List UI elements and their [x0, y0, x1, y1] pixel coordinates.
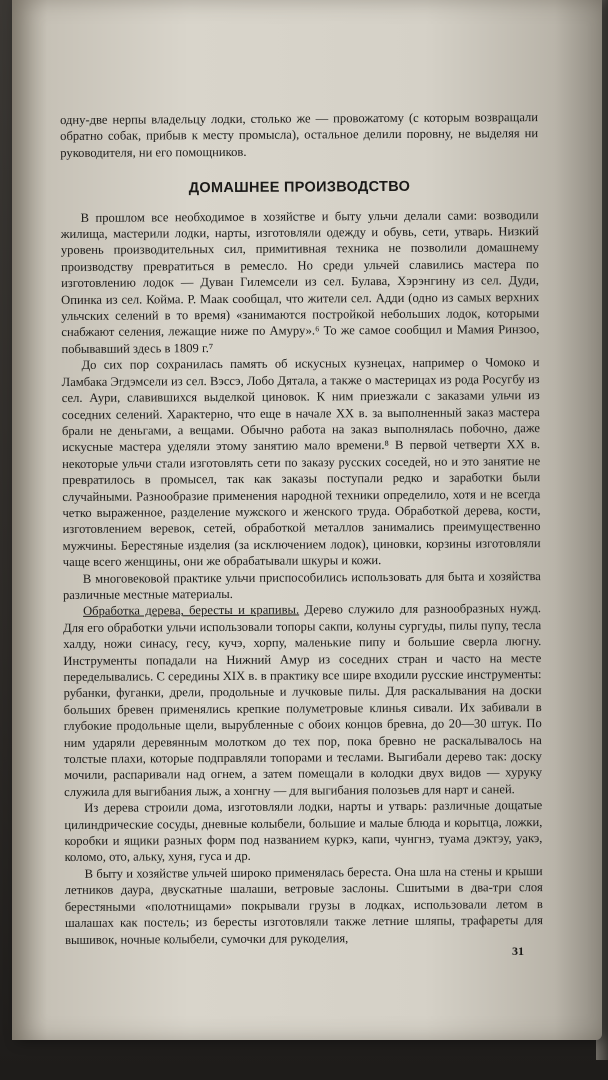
paragraph-masters: До сих пор сохранилась память об искусных кузнецах, например о Чомоко и Ламбака Эгдэмсели из сел. Вэссэ, Лобо Дятала, а также о мастерицах из рода Росугбу из сел. Аури, славившихся выделкой циновок. К ним приезжали с заказами ульчи из соседних селений. Характерно, что еще в начале XX в. за выполненный заказ мастера брали не деньгами, а вещами. Обычно работа на заказ выполнялась побочно, даже искусные мастера уделяли этому занятию мало времени.⁸ В первой четверти XX в. некоторые ульчи стали изготовлять сети по заказу русских соседей, но и это занятие не превратилось в промысел, так как заказы поступали редко и заработки были случайными. Разнообразие применения народной техники определило, хотя и не всегда четко выраженное, разделение мужского и женского труда. Обработкой дерева, кости, изготовлением веревок, сетей, обработкой металлов занимались преимущественно мужчины. Берестяные изделия (за исключением лодок), циновки, корзины изготовляли чаще всего женщины, они же обрабатывали шкуры и кожи. [61, 355, 541, 570]
page-number: 31 [512, 944, 524, 958]
section-title: ДОМАШНЕЕ ПРОИЗВОДСТВО [188, 179, 411, 197]
wood-text: Дерево служило для разнообразных нужд. Для его обработки ульчи использовали топоры сакпи, колуны сургуды, пилы пупу, тесла халду, ножи синасу, гесу, кучэ, хорпу, маленькие пипу и большие сверла люгну. Инструменты попадали на Нижний Амур из соседних стран и часто на месте переделывались. С середины XIX в. в практику все шире входили русские инструменты: рубанки, фуганки, дрели, продольные и лучковые пилы. Для раскалывания на доски больших бревен применялись крепкие полуметровые клинья сивали. Их забивали в глубокие продольные щели, вырубленные с обоих концов бревна, до 20—30 штук. По ним ударяли деревянным молотком до тех пор, пока бревно не раскалывалось на толстые плахи, которые подправляли топорами и теслами. Выгибали дерево так: доску мочили, распаривали над огнем, а затем помещали в колодки двух видов — хуруку служила для выгибания лыж, а хонгну — для выгибания полозьев для нарт и саней. [63, 601, 543, 799]
paragraph-bark: В быту и хозяйстве ульчей широко применялась береста. Она шла на стены и крыши летников даура, двускатные шалаши, ветровые заслоны. Сшитыми в два-три слоя берестяными «полотнищами» покрывали грузы в лодках, использовали летом в шалашах как постель; из бересты изготовляли также летние шляпы, трафареты для вышивок, ночные колыбели, сумочки для рукоделия, [64, 863, 543, 947]
paragraph-wood [63, 600, 542, 800]
text-column [60, 109, 543, 948]
paragraph-crafts: В прошлом все необходимое в хозяйстве и быту ульчи делали сами: возводили жилища, мастерили лодки, нарты, изготовляли одежду и обувь, сети, утварь. Низкий уровень производительных сил, примитивная техника не позволили домашнему производству превратиться в ремесло. Но среди ульчей славились мастера по изготовлению лодок — Дуван Гилемсели из сел. Булава, Хэрэнгину из сел. Дуди, Опинка из сел. Койма. Р. Маак сообщал, что жители сел. Адди (одно из самых верхних ульчских селений в то время) «занимаются постройкой небольших лодок, которыми снабжают селения, лежащие ниже по Амуру».⁶ То же самое сообщил и Мамия Ринзоо, побывавший здесь в 1809 г.⁷ [60, 207, 540, 356]
book-page [12, 0, 602, 1040]
intro-paragraph: одну-две нерпы владельцу лодки, столько же — провожатому (с которым возвращали обратно собак, прибыв к месту промысла), остальное делили поровну, не выделяя ни руководителя, ни его помощников. [60, 110, 539, 160]
paragraph-utensils: Из дерева строили дома, изготовляли лодки, нарты и утварь: различные дощатые цилиндрические сосуды, дневные колыбели, большие и малые блюда и корытца, ложки, коробки и ящики разных форм под названием куркэ, капи, чунгнэ, туама дэктэу, уакэ, коломо, ото, альку, хуня, гуса и др. [64, 798, 543, 865]
wood-heading: Обработка дерева, бересты и крапивы. [83, 602, 300, 619]
paragraph-materials: В многовековой практике ульчи приспособились использовать для быта и хозяйства различные местные материалы. [62, 568, 541, 602]
